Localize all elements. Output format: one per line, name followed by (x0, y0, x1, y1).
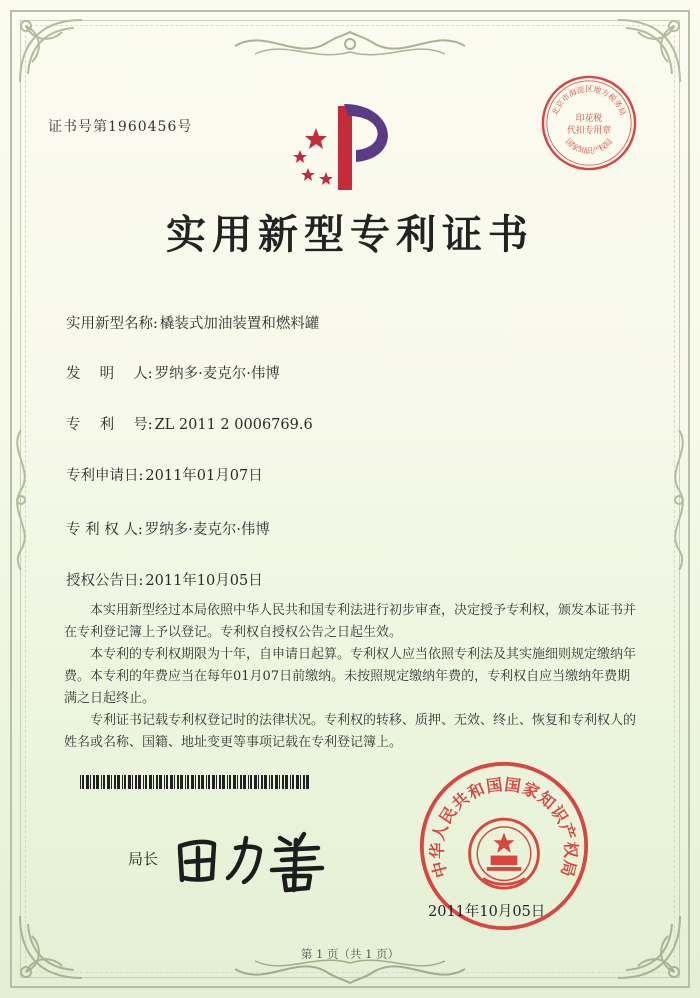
barcode-bar (243, 775, 246, 789)
field-value: 2011年01月07日 (145, 468, 263, 484)
paragraph-term-and-fees: 本专利的专利权期限为十年，自申请日起算。专利权人应当依照专利法及其实施细则规定缴纳年费。本专利的年费应当在每年01月07日前缴纳。未按照规定缴纳年费的，专利权自应当缴纳年费期满之日起终止。 (64, 647, 637, 706)
field-value: 2011年10月05日 (145, 573, 263, 589)
barcode-bar (135, 775, 137, 789)
barcode-bar (198, 775, 200, 789)
field-application-date (66, 464, 263, 485)
certificate-title: 实用新型专利证书 (166, 212, 534, 258)
barcode-bar (237, 775, 238, 789)
field-label: 实用新型名称: (66, 316, 158, 332)
corner-ornament-top-left (12, 12, 92, 92)
field-label: 专 利 号: (66, 417, 153, 433)
signature-date: 2011年10月05日 (428, 904, 546, 920)
barcode-bar (216, 775, 217, 789)
barcode (80, 775, 312, 789)
barcode-bar (279, 775, 280, 789)
barcode-bar (86, 775, 89, 789)
barcode-bar (300, 775, 301, 789)
barcode-bar (271, 775, 273, 789)
barcode-bar (132, 775, 133, 789)
director-title: 局长 (128, 850, 159, 868)
certificate-body (64, 600, 640, 754)
barcode-bar (143, 775, 144, 789)
paragraph-legal-status: 专利证书记载专利权登记时的法律状况。专利权的转移、质押、无效、终止、恢复和专利权人的姓名或名称、国籍、地址变更等事项记载在专利登记簿上。 (64, 713, 637, 750)
side-ornament-left (6, 430, 36, 570)
director-signature (172, 818, 332, 894)
field-label: 专利申请日: (66, 468, 144, 484)
paragraph-grant: 本实用新型经过本局依照中华人民共和国专利法进行初步审查，决定授予专利权，颁发本证书并在专利登记簿上予以登记。专利权自授权公告之日起生效。 (64, 603, 637, 640)
barcode-bar (248, 775, 249, 789)
tax-stamp-outer-text: 北京市海淀区地方税务局 (550, 84, 628, 117)
barcode-bar (229, 775, 231, 789)
svg-text:国家知识产权局 (564, 137, 615, 156)
barcode-bar (233, 775, 236, 789)
field-value: 罗纳多·麦克尔·伟博 (154, 366, 280, 382)
barcode-bar (185, 775, 186, 789)
barcode-bar (164, 775, 165, 789)
barcode-bar (114, 775, 116, 789)
tax-stamp-bottom-text: 国家知识产权局 (563, 136, 615, 156)
barcode-bar (187, 775, 189, 789)
barcode-bar (177, 775, 179, 789)
barcode-bar (219, 775, 221, 789)
barcode-bar (138, 775, 141, 789)
barcode-bar (208, 775, 210, 789)
barcode-bar (191, 775, 194, 789)
tax-stamp-inner-line-1: 印花税 (575, 114, 603, 125)
seal-text: 中华人民共和国国家知识产权局 (427, 774, 581, 880)
barcode-bar (96, 775, 99, 789)
barcode-bar (258, 775, 259, 789)
barcode-bar (128, 775, 131, 789)
tax-stamp-seal (540, 74, 638, 172)
barcode-bar (240, 775, 242, 789)
field-grant-announcement-date (66, 569, 263, 590)
barcode-bar (275, 775, 278, 789)
barcode-bar (212, 775, 215, 789)
barcode-bar (107, 775, 110, 789)
tax-stamp-inner-line-2: 代扣专用章 (566, 125, 612, 136)
barcode-bar (90, 775, 91, 789)
barcode-bar (111, 775, 112, 789)
barcode-bar (117, 775, 120, 789)
cnipa-logo (286, 98, 414, 194)
barcode-bar (282, 775, 284, 789)
field-value: 罗纳多·麦克尔·伟博 (144, 522, 270, 538)
barcode-bar (159, 775, 162, 789)
barcode-bar (285, 775, 288, 789)
field-label: 授权公告日: (66, 573, 144, 589)
field-label: 专 利 权 人: (66, 522, 143, 538)
field-value: ZL 2011 2 0006769.6 (154, 417, 313, 433)
barcode-bar (227, 775, 228, 789)
barcode-bar (82, 775, 84, 789)
barcode-bar (261, 775, 263, 789)
barcode-bar (93, 775, 95, 789)
field-patent-number (66, 413, 313, 434)
top-ornament (225, 26, 475, 64)
barcode-bar (156, 775, 158, 789)
barcode-bar (145, 775, 147, 789)
barcode-bar (174, 775, 175, 789)
barcode-bar (195, 775, 196, 789)
field-value: 橇装式加油装置和燃料罐 (159, 316, 320, 332)
barcode-bar (166, 775, 168, 789)
barcode-bar (264, 775, 267, 789)
barcode-bar (80, 775, 81, 789)
barcode-bar (296, 775, 299, 789)
barcode-bar (124, 775, 126, 789)
barcode-bar (149, 775, 152, 789)
barcode-bar (222, 775, 225, 789)
field-utility-model-name (66, 312, 319, 333)
barcode-bar (303, 775, 305, 789)
side-ornament-right (664, 430, 694, 570)
certificate-number: 证书号第1960456号 (48, 119, 193, 135)
barcode-bar (201, 775, 204, 789)
field-patentee (66, 518, 270, 539)
barcode-bar (269, 775, 270, 789)
barcode-bar (180, 775, 183, 789)
field-label: 发 明 人: (66, 366, 153, 382)
stars-icon (293, 128, 333, 185)
barcode-bar (306, 775, 309, 789)
page-number: 第 1 页（共 1 页） (300, 947, 400, 961)
svg-text:北京市海淀区地方税务局 (549, 84, 628, 117)
barcode-bar (122, 775, 123, 789)
barcode-bar (290, 775, 291, 789)
national-emblem-icon (470, 819, 539, 888)
barcode-bar (153, 775, 154, 789)
barcode-bar (254, 775, 257, 789)
barcode-bar (103, 775, 105, 789)
field-inventor (66, 362, 280, 383)
barcode-bar (101, 775, 102, 789)
barcode-bar (206, 775, 207, 789)
barcode-bar (292, 775, 294, 789)
barcode-bar (250, 775, 252, 789)
barcode-bar (170, 775, 173, 789)
